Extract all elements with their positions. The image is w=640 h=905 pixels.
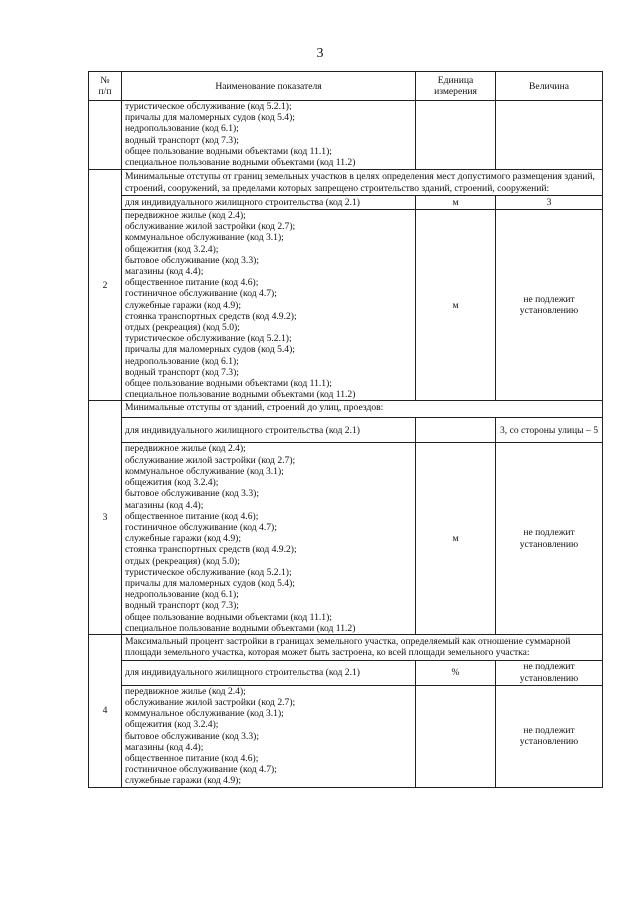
list-item: туристическое обслуживание (код 5.2.1); <box>125 333 292 345</box>
list-item: магазины (код 4.4); <box>125 499 204 511</box>
list-item: магазины (код 4.4); <box>125 266 204 278</box>
list-item: общественное питание (код 4.6); <box>125 277 259 289</box>
list-item: гостиничное обслуживание (код 4.7); <box>125 521 277 533</box>
list-cell <box>122 685 416 787</box>
list-item: специальное пользование водными объектами (код 11.2) <box>125 389 356 401</box>
list-item: гостиничное обслуживание (код 4.7); <box>125 288 277 300</box>
list-item: специальное пользование водными объектами (код 11.2) <box>125 157 356 169</box>
list-item: общежития (код 3.2.4); <box>125 719 219 731</box>
list-item: обслуживание жилой застройки (код 2.7); <box>125 454 296 466</box>
list-item: недропользование (код 6.1); <box>125 589 239 601</box>
table-header-row <box>89 72 603 101</box>
list-item: водный транспорт (код 7.3); <box>125 600 239 612</box>
list-cell <box>122 101 416 170</box>
list-item: передвижное жилье (код 2.4); <box>125 210 246 222</box>
list-item: гостиничное обслуживание (код 4.7); <box>125 764 277 776</box>
unit-cell: м <box>416 210 496 401</box>
list-item: коммунальное обслуживание (код 3.1); <box>125 465 284 477</box>
value-cell: не подлежит установлению <box>496 685 603 787</box>
list-item: общежития (код 3.2.4); <box>125 477 219 489</box>
list-item: магазины (код 4.4); <box>125 741 204 753</box>
sub-name-cell: для индивидуального жилищного строительства (код 2.1) <box>122 418 416 443</box>
section-title-row <box>89 401 603 418</box>
list-item: коммунальное обслуживание (код 3.1); <box>125 708 284 720</box>
table-row <box>89 210 603 401</box>
list-item: недропользование (код 6.1); <box>125 355 239 367</box>
table-row <box>89 443 603 634</box>
list-cell <box>122 443 416 634</box>
unit-cell <box>416 685 496 787</box>
list-item: бытовое обслуживание (код 3.3); <box>125 488 259 500</box>
list-cell <box>122 210 416 401</box>
list-item: туристическое обслуживание (код 5.2.1); <box>125 101 292 112</box>
sub-name-cell: для индивидуального жилищного строительства (код 2.1) <box>122 660 416 685</box>
table-row <box>89 660 603 685</box>
section-title: Максимальный процент застройки в границах земельного участка, определяемый как отношение суммарной площади земельного участка, которая может быть застроена, ко всей площади земельного участка: <box>122 634 603 660</box>
list-item: передвижное жилье (код 2.4); <box>125 443 246 455</box>
list-item: служебные гаражи (код 4.9); <box>125 775 242 787</box>
value-cell: не подлежит установлению <box>496 210 603 401</box>
table-row <box>89 196 603 210</box>
list-item: причалы для маломерных судов (код 5.4); <box>125 112 295 124</box>
list-item: обслуживание жилой застройки (код 2.7); <box>125 221 296 233</box>
section-title-row <box>89 634 603 660</box>
list-item: отдых (рекреация) (код 5.0); <box>125 555 240 567</box>
unit-cell: м <box>416 196 496 210</box>
list-item: общественное питание (код 4.6); <box>125 752 259 764</box>
list-item: стоянка транспортных средств (код 4.9.2); <box>125 310 297 322</box>
list-item: туристическое обслуживание (код 5.2.1); <box>125 566 292 578</box>
list-item: общежития (код 3.2.4); <box>125 243 219 255</box>
list-item: недропользование (код 6.1); <box>125 123 239 135</box>
list-item: обслуживание жилой застройки (код 2.7); <box>125 696 296 708</box>
list-item: общее пользование водными объектами (код 11.1); <box>125 378 332 390</box>
unit-cell: м <box>416 443 496 634</box>
header-num: № п/п <box>89 72 122 101</box>
section-number: 3 <box>89 401 122 634</box>
list-item: стоянка транспортных средств (код 4.9.2); <box>125 544 297 556</box>
list-item: общественное питание (код 4.6); <box>125 510 259 522</box>
list-item: причалы для маломерных судов (код 5.4); <box>125 344 295 356</box>
list-item: коммунальное обслуживание (код 3.1); <box>125 232 284 244</box>
value-cell: не подлежит установлению <box>496 443 603 634</box>
section-title-row <box>89 170 603 196</box>
section-number: 2 <box>89 170 122 401</box>
value-cell: 3 <box>496 196 603 210</box>
list-item: причалы для маломерных судов (код 5.4); <box>125 577 295 589</box>
list-item: водный транспорт (код 7.3); <box>125 134 239 146</box>
list-item: служебные гаражи (код 4.9); <box>125 299 242 311</box>
list-item: водный транспорт (код 7.3); <box>125 366 239 378</box>
header-unit: Единица измерения <box>416 72 496 101</box>
list-item: бытовое обслуживание (код 3.3); <box>125 730 259 742</box>
table-row <box>89 101 603 170</box>
list-item: передвижное жилье (код 2.4); <box>125 685 246 697</box>
list-item: бытовое обслуживание (код 3.3); <box>125 254 259 266</box>
indicators-table <box>88 71 603 788</box>
section-title: Минимальные отступы от зданий, строений до улиц, проездов: <box>122 401 603 418</box>
row-num-cell <box>89 101 122 170</box>
unit-cell <box>416 101 496 170</box>
unit-cell: % <box>416 660 496 685</box>
section-title: Минимальные отступы от границ земельных участков в целях определения мест допустимого размещения зданий, строений, сооружений, за пределами которых запрещено строительство зданий, строений, сооружений: <box>122 170 603 196</box>
table-row <box>89 418 603 443</box>
list-item: служебные гаражи (код 4.9); <box>125 533 242 545</box>
header-name: Наименование показателя <box>122 72 416 101</box>
unit-cell <box>416 418 496 443</box>
section-number: 4 <box>89 634 122 787</box>
value-cell <box>496 101 603 170</box>
sub-name-cell: для индивидуального жилищного строительства (код 2.1) <box>122 196 416 210</box>
list-item: общее пользование водными объектами (код 11.1); <box>125 145 332 157</box>
value-cell: 3, со стороны улицы – 5 <box>496 418 603 443</box>
list-item: общее пользование водными объектами (код 11.1); <box>125 611 332 623</box>
list-item: специальное пользование водными объектами (код 11.2) <box>125 622 356 634</box>
header-value: Величина <box>496 72 603 101</box>
list-item: отдых (рекреация) (код 5.0); <box>125 322 240 334</box>
page-number: 3 <box>316 46 324 61</box>
table-row <box>89 685 603 787</box>
value-cell: не подлежит установлению <box>496 660 603 685</box>
